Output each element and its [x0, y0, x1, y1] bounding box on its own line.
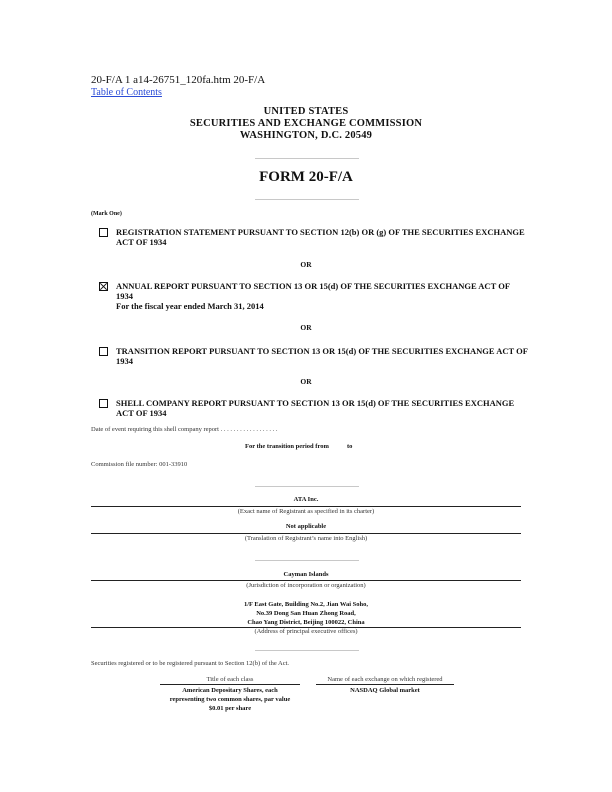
header-line-1: UNITED STATES	[263, 106, 349, 117]
rule	[91, 506, 521, 507]
file-header: 20-F/A 1 a14-26751_120fa.htm 20-F/A	[91, 74, 266, 86]
address-caption: (Address of principal executive offices)	[254, 628, 358, 635]
transition-period-to: to	[347, 443, 353, 450]
exchange-cell: NASDAQ Global market	[350, 687, 420, 694]
item-annual-report	[116, 281, 528, 311]
rule	[91, 580, 521, 581]
header-line-2: SECURITIES AND EXCHANGE COMMISSION	[189, 118, 423, 129]
securities-intro: Securities registered or to be registered pursuant to Section 12(b) of the Act.	[91, 660, 290, 667]
header-line-3: WASHINGTON, D.C. 20549	[239, 130, 373, 141]
rule	[316, 684, 454, 685]
item-shell-company-report	[116, 398, 528, 418]
divider	[255, 650, 359, 651]
item-registration-statement	[116, 227, 528, 247]
registrant-translation-caption: (Translation of Registrant’s name into English)	[244, 535, 368, 542]
registrant-name-caption: (Exact name of Registrant as specified in its charter)	[237, 508, 375, 515]
divider	[255, 199, 359, 200]
class-line: representing two common shares, par value	[169, 696, 291, 703]
item-text: SHELL COMPANY REPORT PURSUANT TO SECTION 13 OR 15(d) OF THE SECURITIES EXCHANGE ACT OF 1934	[116, 398, 515, 418]
transition-period-label: For the transition period from	[245, 443, 329, 450]
address-line-1: 1/F East Gate, Building No.2, Jian Wai Soho,	[243, 601, 369, 608]
divider	[255, 560, 359, 561]
or-label: OR	[300, 323, 312, 332]
divider	[255, 486, 359, 487]
table-of-contents-link[interactable]: Table of Contents	[91, 87, 162, 98]
item-text: REGISTRATION STATEMENT PURSUANT TO SECTION 12(b) OR (g) OF THE SECURITIES EXCHANGE ACT OF 1934	[116, 227, 525, 247]
mark-one-label: (Mark One)	[91, 211, 122, 217]
item-text: TRANSITION REPORT PURSUANT TO SECTION 13 OR 15(d) OF THE SECURITIES EXCHANGE ACT OF 1934	[116, 346, 528, 366]
address-line-2: No.39 Dong San Huan Zhong Road,	[256, 610, 356, 617]
col-header-exchange: Name of each exchange on which registered	[327, 676, 443, 683]
registrant-jurisdiction: Cayman Islands	[283, 571, 329, 578]
item-text: ANNUAL REPORT PURSUANT TO SECTION 13 OR 15(d) OF THE SECURITIES EXCHANGE ACT OF 1934	[116, 281, 510, 301]
class-line: American Depositary Shares, each	[182, 687, 278, 694]
col-header-class: Title of each class	[206, 676, 254, 683]
rule	[160, 684, 300, 685]
item-transition-report	[116, 346, 528, 366]
checkbox-registration-statement[interactable]	[99, 228, 108, 237]
registrant-translation: Not applicable	[285, 523, 327, 530]
shell-event-line: Date of event requiring this shell company report . . . . . . . . . . . . . . . . . .	[91, 426, 278, 433]
fiscal-year-text: For the fiscal year ended March 31, 2014	[116, 301, 264, 311]
or-label: OR	[300, 260, 312, 269]
rule	[91, 533, 521, 534]
divider	[255, 158, 359, 159]
checkbox-annual-report[interactable]	[99, 282, 108, 291]
address-line-3: Chao Yang District, Beijing 100022, China	[247, 619, 365, 626]
commission-file-number: Commission file number: 001-33910	[91, 461, 188, 468]
checkbox-transition-report[interactable]	[99, 347, 108, 356]
checkbox-shell-company-report[interactable]	[99, 399, 108, 408]
form-title: FORM 20-F/A	[259, 169, 353, 185]
class-line: $0.01 per share	[208, 705, 252, 712]
table-row	[160, 686, 300, 713]
registrant-name: ATA Inc.	[293, 496, 319, 503]
registrant-jurisdiction-caption: (Jurisdiction of incorporation or organization)	[246, 582, 366, 589]
or-label: OR	[300, 377, 312, 386]
